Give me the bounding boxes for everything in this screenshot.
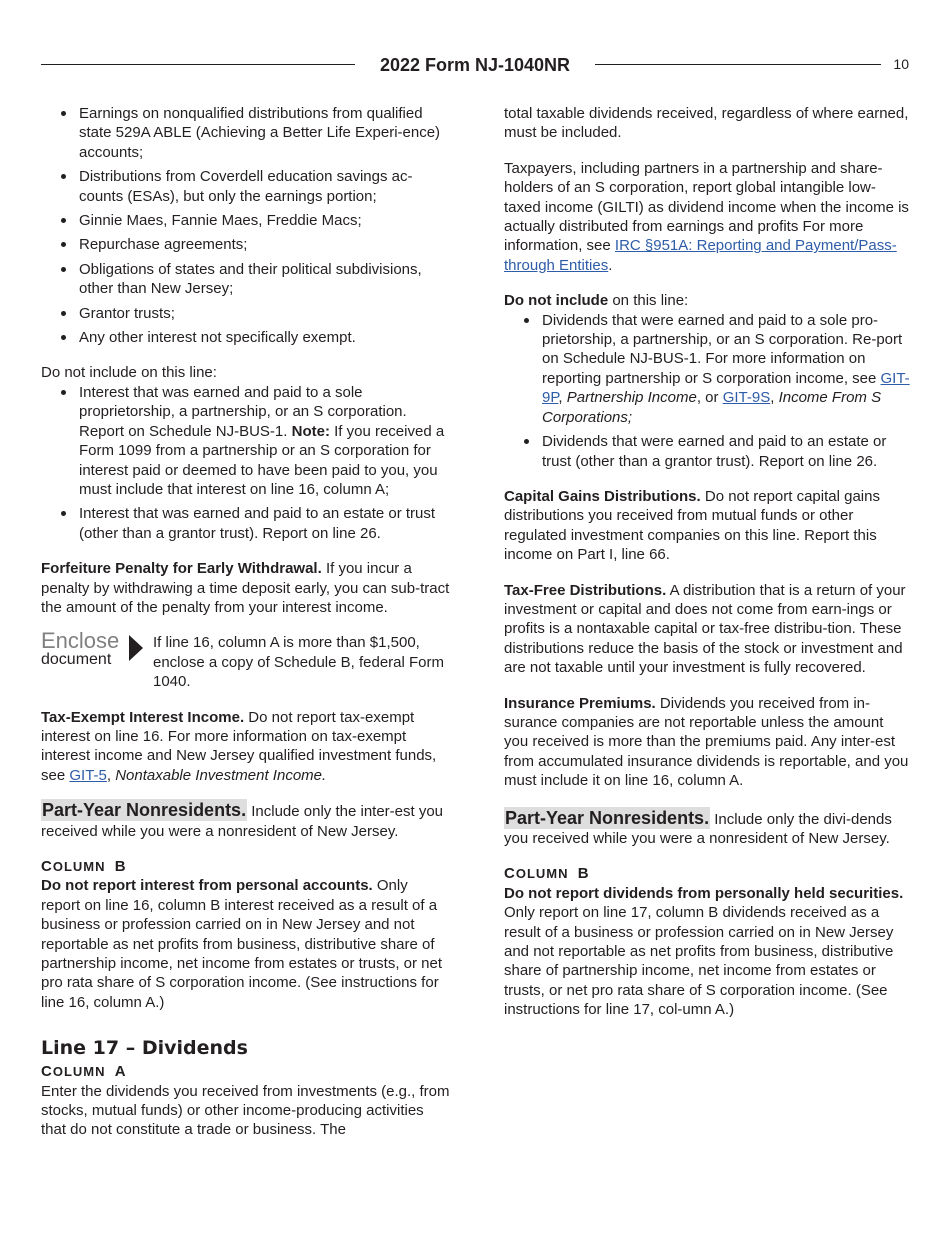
git-9p-link[interactable]: GIT-9P [542, 369, 910, 407]
list-item: Any other interest not specifically exempt. [79, 328, 450, 347]
list-item: Earnings on nonqualified distributions from qualified state 529A ABLE (Achieving a Better Life Experi-ence) accounts; [79, 104, 450, 162]
list-item: Dividends that were earned and paid to an estate or trust (other than a grantor trust). Report on line 26. [542, 432, 911, 471]
list-item: Distributions from Coverdell education savings ac-counts (ESAs), but only the earnings portion; [79, 167, 450, 206]
part-year-text: Include only the divi-dends you received while you were a nonresident of New Jersey. [504, 810, 892, 847]
right-column [504, 104, 911, 1020]
insurance-heading: Insurance Premiums. [504, 694, 656, 712]
separator: , [106, 766, 112, 784]
column-b-text: Only report on line 16, column B interest received as a result of a business or profession carried on in New Jersey and not reportable as net profits from business, distributive share of partnership income, net income from estates or trusts, or net pro rata share of S corporation income. (See instructions for line 16, column A.) [41, 877, 443, 1011]
tax-exempt-heading: Tax-Exempt Interest Income. [41, 708, 245, 726]
list-item: Repurchase agreements; [79, 235, 450, 254]
separator: , [770, 389, 775, 407]
enclose-word: Enclose [41, 628, 120, 654]
do-not-include-intro: Do not include on this line: [41, 364, 217, 382]
list-item: Interest that was earned and paid to an estate or trust (other than a grantor trust). Report on line 26. [79, 504, 450, 543]
separator: , [558, 389, 563, 407]
insurance-text: Dividends you received from in-surance companies are not reportable unless the amount you received is more than the premiums paid. Any inter-est from accumulated insurance dividends is reportable, and you must include it on line 16, column A. [504, 694, 909, 790]
gilti-end: . [608, 256, 613, 274]
title-italic: Partnership Income [566, 389, 697, 407]
line-17-heading: Line 17 – Dividends [41, 1037, 248, 1060]
column-b-heading [41, 857, 450, 876]
column-b-bold: Do not report dividends from personally held securities. [504, 884, 904, 902]
col-letter: A [114, 1063, 127, 1081]
header-rule-left [41, 64, 355, 65]
column-a-heading [41, 1062, 450, 1081]
tax-exempt-text: Do not report tax-exempt interest on line 16. For more information on tax-exempt interest income and New Jersey qualified investment funds, see [41, 708, 437, 784]
part-year-label: Part-Year Nonresidents. [42, 800, 247, 821]
capital-gains-paragraph [504, 487, 911, 565]
col-letter: B [577, 865, 590, 883]
forfeiture-text: If you incur a penalty by withdrawing a time deposit early, you can sub-tract the amount of the penalty from your interest income. [41, 560, 450, 616]
col-cap: C [504, 865, 516, 883]
column-b-paragraph [41, 876, 450, 1012]
part-year-paragraph [41, 801, 450, 841]
item-text: If you received a Form 1099 from a partnership or an S corporation for interest paid or deemed to have been paid to you, you must include that interest on line 16, column A; [79, 422, 445, 498]
arrow-right-icon [129, 635, 143, 661]
forfeiture-paragraph [41, 559, 450, 617]
interest-include-list [41, 104, 450, 347]
title-italic: Income From S Corporations; [542, 389, 882, 426]
col-cap: C [41, 858, 53, 875]
column-b-text: Only report on line 17, column B dividends received as a result of a business or profession carried on in New Jersey and not reportable as net profits from business, distributive share of partnership income, net income from estates or trusts, or net pro rata share of S corporation income. (See instructions for line 17, col-umn A.) [504, 904, 894, 1019]
col-cap: C [41, 1063, 53, 1081]
capital-gains-text: Do not report capital gains distributions you received from mutual funds or other regulated investment companies on this line. Report this income on Part I, line 66. [504, 487, 880, 564]
part-year-label: Part-Year Nonresidents. [505, 807, 710, 828]
dni-bold: Do not include [504, 292, 609, 310]
col-rest: OLUMN [52, 1064, 106, 1080]
page-number: 10 [893, 56, 909, 72]
dividend-exclude-list [504, 311, 911, 471]
header-rule-right [595, 64, 881, 65]
gilti-paragraph [504, 159, 911, 275]
git-5-link[interactable]: GIT-5 [69, 766, 107, 784]
list-item: Ginnie Maes, Fannie Maes, Freddie Macs; [79, 211, 450, 230]
left-column [41, 104, 450, 1140]
col-rest: OLUMN [515, 866, 569, 882]
gilti-text: Taxpayers, including partners in a partnership and share-holders of an S corporation, report global intangible low-taxed income (GILTI) as dividend income when the income is actually distributed from earnings and profits For more information, see [504, 159, 909, 255]
git-9s-link[interactable]: GIT-9S [722, 389, 771, 407]
column-b-bold: Do not report interest from personal accounts. [41, 877, 373, 895]
separator: , or [696, 389, 719, 407]
form-title: 2022 Form NJ-1040NR [379, 55, 571, 75]
insurance-paragraph [504, 694, 911, 791]
part-year-text: Include only the inter-est you received while you were a nonresident of New Jersey. [41, 803, 444, 840]
note-label: Note: [291, 422, 330, 440]
column-b-paragraph [504, 884, 911, 1020]
column-b-heading [504, 864, 911, 883]
tax-free-text: A distribution that is a return of your investment or capital and does not come from earn-ings or profits is a nontaxable capital or tax-free distribu-tion. These distributions reduce the basis of the stock or investment and are not taxable until your investment is fully recovered. [504, 581, 906, 677]
item-text: Dividends that were earned and paid to a sole pro-prietorship, a partnership, or an S corporation. Re-port on Schedule NJ-BUS-1. For more information on reporting partnership or S corporation income, see [542, 311, 903, 387]
irc-951a-link[interactable]: IRC §951A: Reporting and Payment/Pass-through Entities [504, 237, 897, 274]
column-a-text: Enter the dividends you received from investments (e.g., from stocks, mutual funds) or other income-producing activities that do not constitute a trade or business. The [41, 1082, 450, 1139]
tax-free-heading: Tax-Free Distributions. [504, 581, 667, 599]
tax-exempt-paragraph [41, 708, 450, 786]
page-header [41, 54, 909, 78]
enclose-text: If line 16, column A is more than $1,500, enclose a copy of Schedule B, federal Form 1040. [153, 634, 444, 691]
list-item [542, 311, 911, 427]
item-text: Interest that was earned and paid to a sole proprietorship, a partnership, or an S corporation. Report on Schedule NJ-BUS-1. [79, 383, 407, 440]
enclose-document-icon [41, 628, 151, 673]
tax-free-paragraph [504, 581, 911, 678]
document-word: document [41, 651, 112, 669]
continued-paragraph: total taxable dividends received, regardless of where earned, must be included. [504, 105, 909, 142]
col-letter: B [114, 858, 127, 875]
tax-exempt-title: Nontaxable Investment Income. [115, 766, 327, 784]
dni-rest: on this line: [612, 292, 689, 310]
forfeiture-heading: Forfeiture Penalty for Early Withdrawal. [41, 560, 322, 578]
part-year-paragraph [504, 809, 911, 849]
enclose-document-note [41, 628, 450, 691]
do-not-include-intro [504, 291, 911, 310]
interest-exclude-list [41, 383, 450, 543]
col-rest: OLUMN [52, 859, 106, 874]
list-item: Grantor trusts; [79, 304, 450, 323]
list-item: Obligations of states and their political subdivisions, other than New Jersey; [79, 260, 450, 299]
capital-gains-heading: Capital Gains Distributions. [504, 487, 701, 505]
list-item [79, 383, 450, 499]
